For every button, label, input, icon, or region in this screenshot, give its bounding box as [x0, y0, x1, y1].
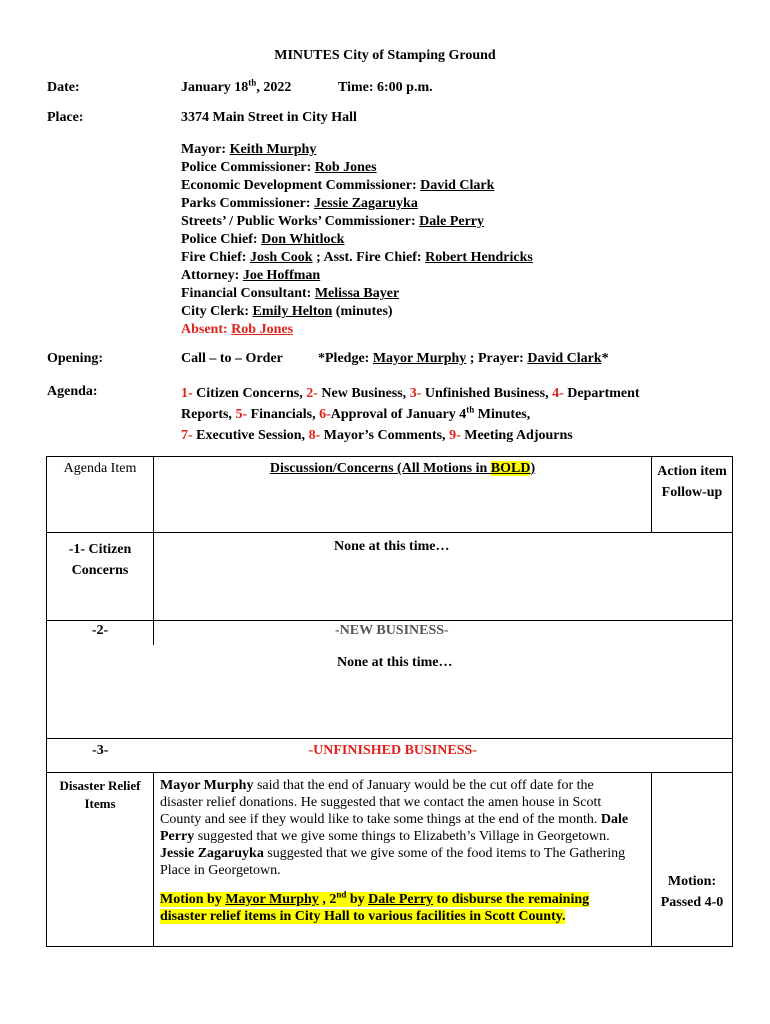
official-police-commissioner: Police Commissioner: Rob Jones	[181, 160, 377, 175]
official-attorney: Attorney: Joe Hoffman	[181, 268, 321, 283]
official-parks: Parks Commissioner: Jessie Zagaruyka	[181, 196, 418, 211]
row4-motion: Motion by Mayor Murphy , 2nd by Dale Perry to disburse the remaining disaster relief items in City Hall to various facilities in Scott County.	[160, 889, 590, 924]
agenda-list	[181, 383, 640, 446]
opening-label: Opening:	[47, 351, 104, 366]
document-title: MINUTES City of Stamping Ground	[274, 48, 496, 63]
date-year: , 2022	[256, 80, 292, 95]
official-fire: Fire Chief: Josh Cook ; Asst. Fire Chief: Robert Hendricks	[181, 250, 533, 265]
row4-discussion	[154, 773, 652, 947]
row3-heading: -UNFINISHED BUSINESS-	[154, 739, 733, 773]
row4-paragraph: Mayor Murphy said that the end of January would be the cut off date for the disaster relief donations. He suggested that we contact the amen house in Scott County and see if they would like to take some things at the end of the month. Dale Perry suggested that we give some things to Elizabeth’s Village in Georgetown. Jessie Zagaruyka suggested that we give some of the food items to The Gathering Place in Georgetown.	[160, 778, 629, 878]
official-mayor: Mayor: Keith Murphy	[181, 142, 317, 157]
agenda-line-2: Reports, 5- Financials, 6-Approval of January 4th Minutes,	[181, 404, 531, 422]
date-label: Date:	[47, 80, 80, 95]
row4-action: Motion: Passed 4-0	[652, 773, 733, 947]
header-agenda-item: Agenda Item	[47, 457, 154, 533]
row1-text: None at this time…	[154, 533, 733, 621]
table-row	[47, 533, 733, 621]
agenda-line-1: 1- Citizen Concerns, 2- New Business, 3- Unfinished Business, 4- Department	[181, 386, 640, 401]
table-header-row	[47, 457, 733, 533]
header-discussion: Discussion/Concerns (All Motions in BOLD)	[154, 457, 652, 533]
row1-item: -1- Citizen Concerns	[47, 533, 154, 621]
place-label: Place:	[47, 110, 84, 125]
place-value: 3374 Main Street in City Hall	[181, 110, 357, 125]
official-police-chief: Police Chief: Don Whitlock	[181, 232, 345, 247]
minutes-table	[46, 456, 733, 947]
time-value: Time: 6:00 p.m.	[338, 80, 433, 95]
row2-item: -2-	[47, 621, 154, 645]
official-streets: Streets’ / Public Works’ Commissioner: Dale Perry	[181, 214, 485, 229]
date-text: January 18	[181, 80, 249, 95]
agenda-label: Agenda:	[47, 384, 98, 399]
table-row	[47, 773, 733, 947]
official-financial: Financial Consultant: Melissa Bayer	[181, 286, 400, 301]
agenda-line-3: 7- Executive Session, 8- Mayor’s Comments, 9- Meeting Adjourns	[181, 428, 573, 443]
row2-text: None at this time…	[47, 645, 733, 739]
opening-pledge-prayer: *Pledge: Mayor Murphy ; Prayer: David Clark*	[318, 351, 609, 366]
row4-item: Disaster Relief Items	[47, 773, 154, 947]
official-clerk: City Clerk: Emily Helton (minutes)	[181, 304, 393, 319]
row3-item: -3-	[47, 739, 154, 773]
opening-call: Call – to – Order	[181, 351, 283, 366]
official-econ-dev: Economic Development Commissioner: David Clark	[181, 178, 495, 193]
officials-block	[181, 141, 533, 339]
table-row	[47, 621, 733, 645]
date-sup: th	[248, 77, 257, 88]
header-action: Action item Follow-up	[652, 457, 733, 533]
table-row	[47, 739, 733, 773]
official-absent: Absent: Rob Jones	[181, 322, 294, 337]
date-value	[181, 77, 292, 96]
table-row	[47, 645, 733, 739]
row2-heading: -NEW BUSINESS-	[154, 621, 733, 645]
